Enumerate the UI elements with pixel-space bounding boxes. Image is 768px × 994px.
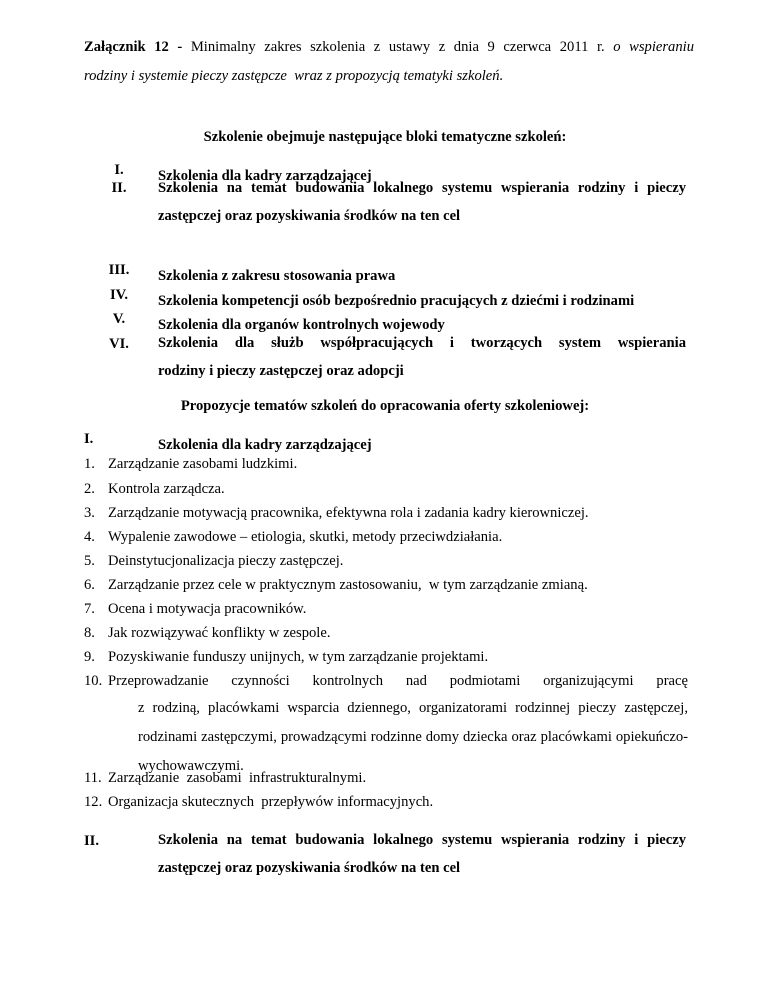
item-text: Ocena i motywacja pracowników. — [108, 601, 307, 617]
item-number: 2. — [84, 481, 95, 497]
act-title-part1: o wspieraniu — [613, 39, 694, 55]
block-text: Szkolenia kompetencji osób bezpośrednio pracujących z dziećmi i rodzinami — [158, 293, 635, 309]
act-title-part2: rodziny i systemie pieczy zastępcze wraz z propozycją tematyki szkoleń. — [84, 68, 504, 84]
item-number: 6. — [84, 577, 95, 593]
item-number: 1. — [84, 456, 95, 472]
group-title-line: Szkolenia na temat budowania lokalnego systemu wspierania rodziny i pieczy — [158, 832, 686, 848]
list-item — [84, 649, 688, 666]
list-item — [84, 625, 688, 642]
block-text — [158, 174, 686, 230]
proposals-heading: Propozycje tematów szkoleń do opracowania oferty szkoleniowej: — [180, 398, 590, 414]
list-item — [84, 553, 688, 570]
item-text: Zarządzanie zasobami ludzkimi. — [108, 456, 298, 472]
item-text: Zarządzanie przez cele w praktycznym zastosowaniu, w tym zarządzanie zmianą. — [108, 577, 588, 593]
block-text-line: Szkolenia na temat budowania lokalnego systemu wspierania rodziny i pieczy — [158, 180, 686, 196]
item-text: Deinstytucjonalizacja pieczy zastępczej. — [108, 553, 344, 569]
item-number: 8. — [84, 625, 95, 641]
item-number: 5. — [84, 553, 95, 569]
item-number: 12. — [84, 794, 103, 810]
block-text-line: Szkolenia dla służb współpracujących i tworzących system wspierania — [158, 335, 686, 351]
block-text: Szkolenia dla organów kontrolnych wojewody — [158, 317, 445, 333]
list-item — [84, 529, 688, 546]
block-number: V. — [112, 311, 126, 327]
list-item — [84, 601, 688, 618]
block-text-line: zastępczej oraz pozyskiwania środków na ten cel — [158, 208, 461, 224]
item-number: 11. — [84, 770, 102, 786]
block-number: II. — [111, 180, 127, 196]
block-text — [158, 329, 686, 385]
group-number: II. — [84, 833, 100, 849]
item-text: Pozyskiwanie funduszy unijnych, w tym zarządzanie projektami. — [108, 649, 489, 665]
block-number: IV. — [110, 287, 128, 303]
attachment-header — [84, 33, 694, 91]
item-number: 3. — [84, 505, 95, 521]
list-item — [84, 505, 688, 522]
item-text: Zarządzanie zasobami infrastrukturalnymi. — [108, 770, 367, 786]
block-text-line: rodziny i pieczy zastępczej oraz adopcji — [158, 363, 404, 379]
attachment-label: Załącznik 12 - — [84, 39, 183, 55]
item-text: z rodziną, placówkami wsparcia dziennego, organizatorami rodzinnej pieczy zastępczej, rodzinami zastępczymi, prowadzącymi rodzinne domy dziecka oraz placówkami opiekuńczo-wychowawczymi. — [138, 700, 688, 774]
list-item — [84, 481, 688, 498]
group-title: Szkolenia dla kadry zarządzającej — [158, 437, 372, 453]
item-number: 9. — [84, 649, 95, 665]
block-number: I. — [114, 162, 124, 178]
list-item — [84, 456, 688, 473]
list-item — [84, 673, 688, 773]
item-text: Jak rozwiązywać konflikty w zespole. — [108, 625, 331, 641]
block-number: VI. — [109, 336, 129, 352]
item-number: 4. — [84, 529, 95, 545]
item-text: Organizacja skutecznych przepływów informacyjnych. — [108, 794, 434, 810]
item-text: Wypalenie zawodowe – etiologia, skutki, metody przeciwdziałania. — [108, 529, 503, 545]
blocks-heading: Szkolenie obejmuje następujące bloki tematyczne szkoleń: — [203, 129, 567, 145]
item-text-line: Przeprowadzanie czynności kontrolnych nad podmiotami organizującymi pracę — [108, 673, 688, 689]
list-item — [84, 794, 688, 811]
block-text: Szkolenia dla kadry zarządzającej — [158, 168, 372, 184]
item-number: 7. — [84, 601, 95, 617]
block-text: Szkolenia z zakresu stosowania prawa — [158, 268, 396, 284]
block-number: III. — [108, 262, 130, 278]
group-title-line: zastępczej oraz pozyskiwania środków na ten cel — [158, 860, 461, 876]
group-number: I. — [84, 431, 94, 447]
list-item — [84, 770, 688, 787]
list-item — [84, 577, 688, 594]
item-text: Kontrola zarządcza. — [108, 481, 225, 497]
group-title — [158, 826, 686, 882]
item-number: 10. — [84, 673, 103, 689]
item-text: Zarządzanie motywacją pracownika, efektywna rola i zadania kadry kierowniczej. — [108, 505, 589, 521]
attachment-title: Minimalny zakres szkolenia z ustawy z dnia 9 czerwca 2011 r. — [190, 39, 605, 55]
